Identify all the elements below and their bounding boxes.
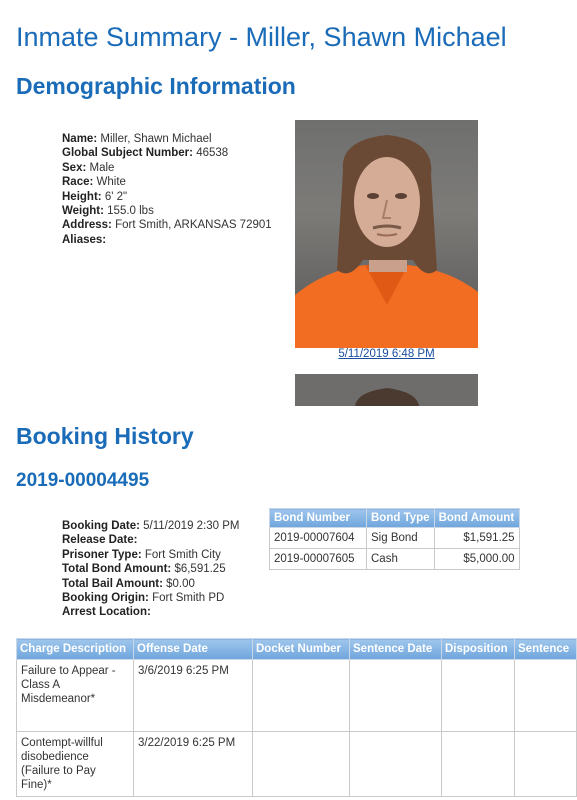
demographic-info [62, 132, 272, 247]
charge-description-cell: Contempt-willful disobedience (Failure to Pay Fine)* [17, 732, 134, 797]
release-date-row: Release Date: [62, 534, 138, 547]
charge-table [16, 638, 577, 797]
mugshot-photo [295, 120, 478, 348]
disposition-header[interactable]: Disposition [442, 639, 515, 660]
booking-date-row: Booking Date: 5/11/2019 2:30 PM [62, 520, 240, 532]
disposition-cell [442, 660, 515, 732]
mugshot-illustration [295, 120, 478, 348]
table-row [17, 660, 577, 732]
total-bond-row: Total Bond Amount: $6,591.25 [62, 563, 226, 576]
bond-number-cell: 2019-00007604 [270, 528, 367, 549]
sentence-cell [515, 732, 577, 797]
bond-table [269, 508, 520, 570]
race-row: Race: White [62, 176, 126, 189]
bond-amount-cell: $1,591.25 [434, 528, 519, 549]
bond-amount-cell: $5,000.00 [434, 549, 519, 570]
secondary-mugshot-photo [295, 374, 478, 406]
demographic-heading: Demographic Information [16, 73, 296, 99]
booking-info [62, 519, 240, 620]
offense-date-cell: 3/6/2019 6:25 PM [134, 660, 253, 732]
page-title: Inmate Summary - Miller, Shawn Michael [16, 22, 507, 52]
sentence-date-header[interactable]: Sentence Date [350, 639, 442, 660]
sentence-date-cell [350, 732, 442, 797]
aliases-row: Aliases: [62, 233, 107, 246]
bond-number-header[interactable]: Bond Number [270, 509, 367, 528]
booking-origin-row: Booking Origin: Fort Smith PD [62, 592, 225, 605]
arrest-location-row: Arrest Location: [62, 606, 151, 619]
bond-type-cell: Cash [367, 549, 435, 570]
charge-table-header-row [17, 639, 577, 660]
subject-number-row: Global Subject Number: 46538 [62, 147, 229, 160]
address-row: Address: Fort Smith, ARKANSAS 72901 [62, 219, 272, 232]
charge-description-cell: Failure to Appear - Class A Misdemeanor* [17, 660, 134, 732]
prisoner-type-row: Prisoner Type: Fort Smith City [62, 548, 221, 561]
secondary-mugshot-illustration [295, 374, 478, 406]
sex-row: Sex: Male [62, 161, 115, 174]
sentence-date-cell [350, 660, 442, 732]
bond-type-cell: Sig Bond [367, 528, 435, 549]
charge-description-header[interactable]: Charge Description [17, 639, 134, 660]
weight-row: Weight: 155.0 lbs [62, 205, 154, 218]
docket-number-cell [253, 732, 350, 797]
sentence-cell [515, 660, 577, 732]
booking-number: 2019-00004495 [16, 470, 150, 491]
offense-date-cell: 3/22/2019 6:25 PM [134, 732, 253, 797]
table-row [270, 528, 520, 549]
offense-date-header[interactable]: Offense Date [134, 639, 253, 660]
bond-number-cell: 2019-00007605 [270, 549, 367, 570]
booking-history-heading: Booking History [16, 423, 194, 449]
photo-timestamp-link[interactable]: 5/11/2019 6:48 PM [338, 348, 435, 360]
height-row: Height: 6' 2" [62, 190, 128, 203]
name-row: Name: Miller, Shawn Michael [62, 133, 212, 145]
docket-number-cell [253, 660, 350, 732]
sentence-header[interactable]: Sentence [515, 639, 577, 660]
table-row [17, 732, 577, 797]
bond-type-header[interactable]: Bond Type [367, 509, 435, 528]
bond-amount-header[interactable]: Bond Amount [434, 509, 519, 528]
table-row [270, 549, 520, 570]
total-bail-row: Total Bail Amount: $0.00 [62, 577, 195, 590]
bond-table-header-row [270, 509, 520, 528]
docket-number-header[interactable]: Docket Number [253, 639, 350, 660]
disposition-cell [442, 732, 515, 797]
